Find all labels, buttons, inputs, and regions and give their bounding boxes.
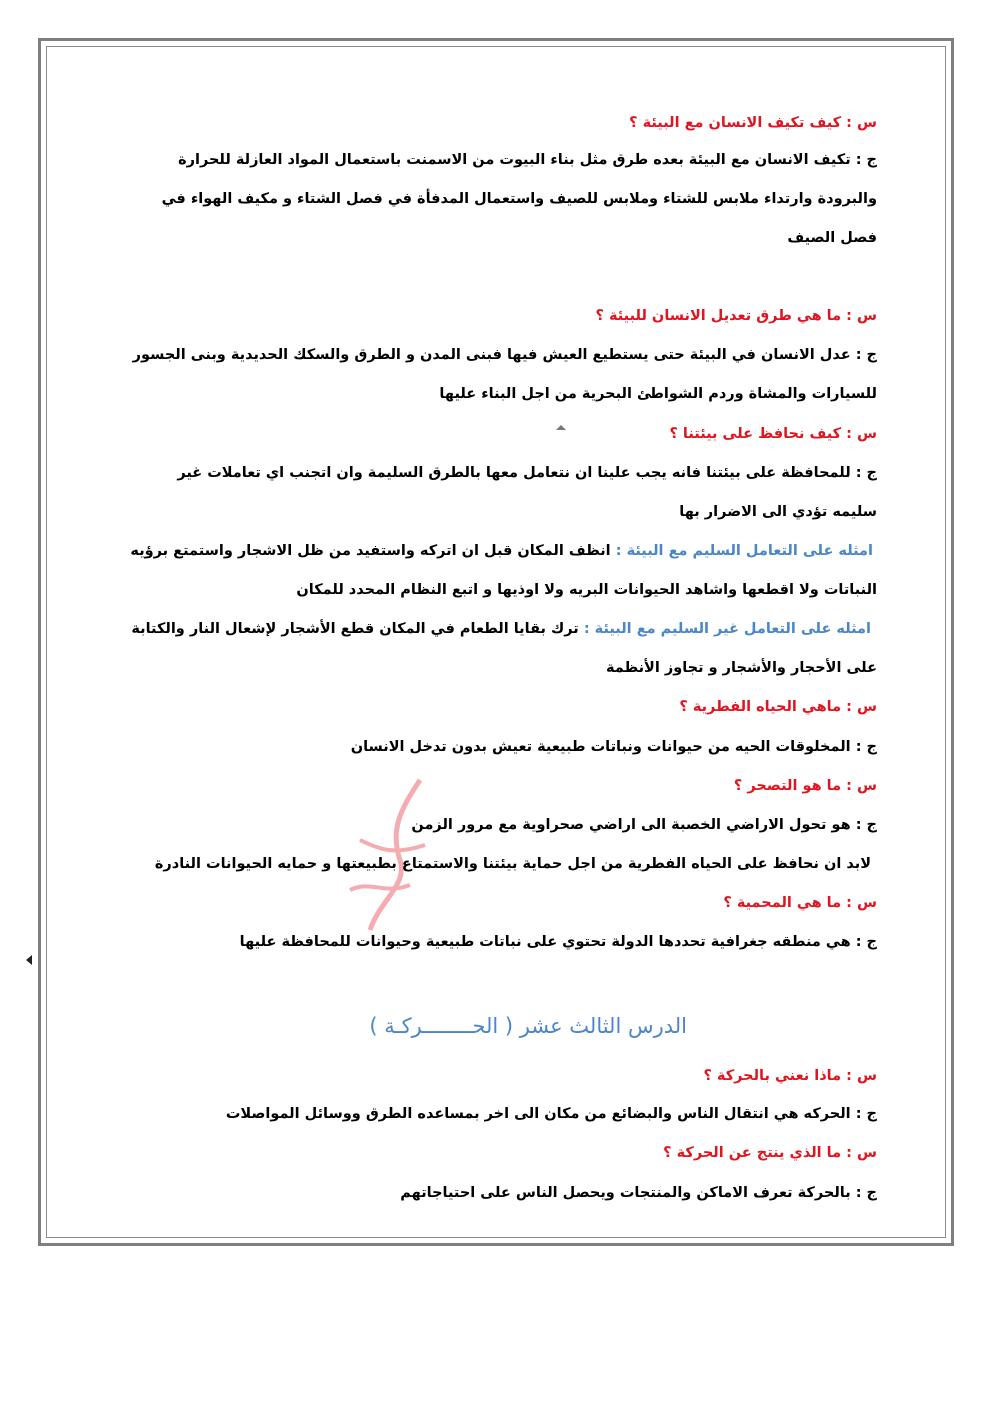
question-3: س : كيف نحافظ على بيئتنا ؟ xyxy=(669,426,877,442)
answer-2-line-1: ج : عدل الانسان في البيئة حتى يستطيع العيش فيها فبنى المدن و الطرق والسكك الحديدية وبنى الجسور xyxy=(132,347,877,363)
answer-3-line-1: ج : للمحافظة على بيئتنا فانه يجب علينا ان نتعامل معها بالطرق السليمة وان اتجنب اي تعاملات غير xyxy=(177,465,877,481)
note-line: لابد ان نحافظ على الحياه الفطرية من اجل حماية بيئتنا والاستمتاع بطبيعتها و حمايه الحيوانات النادرة xyxy=(154,856,871,872)
example-negative-text: ترك بقايا الطعام في المكان قطع الأشجار لإشعال النار والكتابة xyxy=(131,621,579,637)
example-negative-label: امثله على التعامل غير السليم مع البيئة : xyxy=(583,621,871,637)
page-border-inner xyxy=(46,46,946,1238)
answer-6: ج : هي منطقه جغرافية تحددها الدولة تحتوي على نباتات طبيعية وحيوانات للمحافظة عليها xyxy=(239,934,877,950)
example-positive xyxy=(130,541,873,561)
lesson-title: الدرس الثالث عشر ( الحــــــــركـة ) xyxy=(369,1014,687,1038)
side-arrow-icon xyxy=(26,955,32,965)
question-8: س : ما الذي ينتج عن الحركة ؟ xyxy=(663,1145,877,1161)
question-2: س : ما هي طرق تعديل الانسان للبيئة ؟ xyxy=(595,308,877,324)
answer-5: ج : هو تحول الاراضي الخصبة الى اراضي صحراوية مع مرور الزمن xyxy=(411,817,877,833)
answer-7: ج : الحركه هي انتقال الناس والبضائع من مكان الى اخر بمساعده الطرق ووسائل المواصلات xyxy=(225,1106,877,1122)
example-negative-cont: على الأحجار والأشجار و تجاوز الأنظمة xyxy=(605,660,877,676)
question-1: س : كيف تكيف الانسان مع البيئة ؟ xyxy=(629,115,877,131)
example-positive-label: امثله على التعامل السليم مع البيئة : xyxy=(615,543,873,559)
question-5: س : ما هو التصحر ؟ xyxy=(733,778,877,794)
question-4: س : ماهي الحياه الفطرية ؟ xyxy=(679,699,877,715)
answer-1-line-3: فصل الصيف xyxy=(787,230,877,246)
answer-2-line-2: للسيارات والمشاة وردم الشواطئ البحرية من اجل البناء عليها xyxy=(439,386,877,402)
answer-3-line-2: سليمه تؤدي الى الاضرار بها xyxy=(679,504,877,520)
question-7: س : ماذا نعني بالحركة ؟ xyxy=(703,1068,877,1084)
answer-8: ج : بالحركة تعرف الاماكن والمنتجات ويحصل الناس على احتياجاتهم xyxy=(400,1185,877,1201)
example-negative xyxy=(131,619,871,639)
answer-1-line-1: ج : تكيف الانسان مع البيئة بعده طرق مثل بناء البيوت من الاسمنت باستعمال المواد العازلة للحرارة xyxy=(178,152,877,168)
example-positive-text: انظف المكان قبل ان اتركه واستفيد من ظل الاشجار واستمتع برؤيه xyxy=(130,543,611,559)
answer-1-line-2: والبرودة وارتداء ملابس للشتاء وملابس للصيف واستعمال المدفأة في فصل الشتاء و مكيف الهواء في xyxy=(161,191,877,207)
caret-mark xyxy=(556,425,566,430)
question-6: س : ما هي المحمية ؟ xyxy=(723,895,877,911)
example-positive-cont: النباتات ولا اقطعها واشاهد الحيوانات البريه ولا اوذيها و اتبع النظام المحدد للمكان xyxy=(296,582,877,598)
answer-4: ج : المخلوقات الحيه من حيوانات ونباتات طبيعية تعيش بدون تدخل الانسان xyxy=(350,739,877,755)
